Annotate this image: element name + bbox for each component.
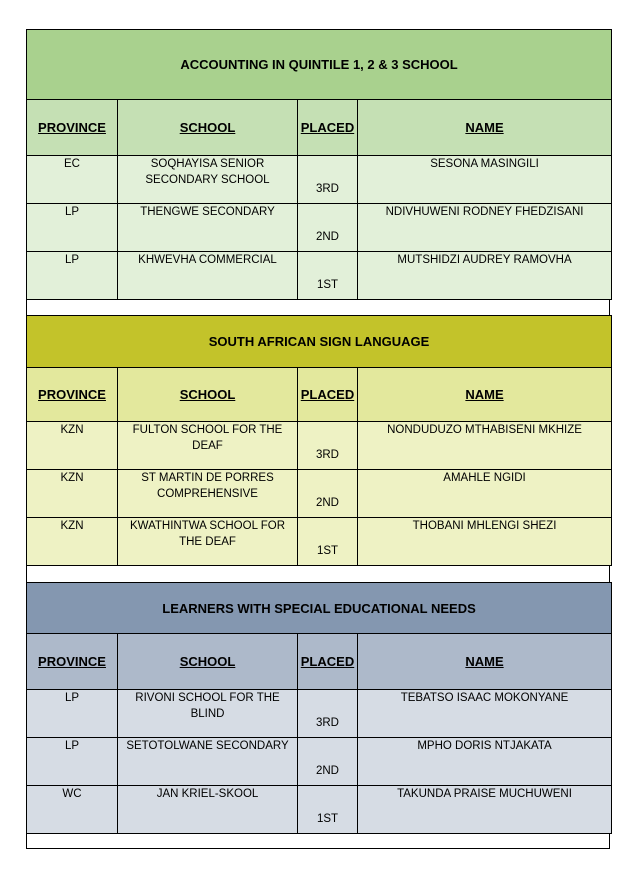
header-school: SCHOOL [118,634,298,690]
section-accounting [26,29,612,300]
table-header-row [27,368,612,422]
cell-name: TAKUNDA PRAISE MUCHUWENI [358,786,612,834]
header-placed: PLACED [298,634,358,690]
cell-school: KHWEVHA COMMERCIAL [118,252,298,300]
cell-school: KWATHINTWA SCHOOL FOR THE DEAF [118,518,298,566]
table-row [27,470,612,518]
table-row [27,786,612,834]
section-special-needs [26,582,612,834]
cell-province: LP [27,738,118,786]
cell-school: THENGWE SECONDARY [118,204,298,252]
table-header-row [27,100,612,156]
cell-placed: 1ST [298,786,358,834]
cell-school: SOQHAYISA SENIOR SECONDARY SCHOOL [118,156,298,204]
header-name: NAME [358,634,612,690]
table-row [27,422,612,470]
table-row [27,252,612,300]
table-row [27,518,612,566]
cell-placed: 2ND [298,738,358,786]
cell-placed: 2ND [298,470,358,518]
cell-placed: 2ND [298,204,358,252]
cell-school: ST MARTIN DE PORRES COMPREHENSIVE [118,470,298,518]
cell-name: TEBATSO ISAAC MOKONYANE [358,690,612,738]
cell-school: JAN KRIEL-SKOOL [118,786,298,834]
table-row [27,156,612,204]
cell-province: KZN [27,470,118,518]
cell-province: LP [27,252,118,300]
cell-province: LP [27,204,118,252]
section-title: ACCOUNTING IN QUINTILE 1, 2 & 3 SCHOOL [27,30,612,100]
cell-placed: 3RD [298,690,358,738]
cell-name: MPHO DORIS NTJAKATA [358,738,612,786]
cell-school: RIVONI SCHOOL FOR THE BLIND [118,690,298,738]
header-name: NAME [358,100,612,156]
cell-placed: 1ST [298,252,358,300]
section-title: SOUTH AFRICAN SIGN LANGUAGE [27,316,612,368]
cell-placed: 3RD [298,156,358,204]
cell-province: LP [27,690,118,738]
header-province: PROVINCE [27,368,118,422]
cell-name: NDIVHUWENI RODNEY FHEDZISANI [358,204,612,252]
cell-province: KZN [27,422,118,470]
table-row [27,204,612,252]
cell-name: AMAHLE NGIDI [358,470,612,518]
header-name: NAME [358,368,612,422]
cell-province: WC [27,786,118,834]
cell-name: SESONA MASINGILI [358,156,612,204]
table-row [27,738,612,786]
cell-placed: 1ST [298,518,358,566]
cell-province: EC [27,156,118,204]
cell-school: FULTON SCHOOL FOR THE DEAF [118,422,298,470]
cell-name: NONDUDUZO MTHABISENI MKHIZE [358,422,612,470]
header-school: SCHOOL [118,100,298,156]
section-sign-language [26,315,612,566]
header-placed: PLACED [298,100,358,156]
header-school: SCHOOL [118,368,298,422]
cell-name: THOBANI MHLENGI SHEZI [358,518,612,566]
cell-name: MUTSHIDZI AUDREY RAMOVHA [358,252,612,300]
table-row [27,690,612,738]
section-title: LEARNERS WITH SPECIAL EDUCATIONAL NEEDS [27,583,612,634]
header-province: PROVINCE [27,100,118,156]
header-placed: PLACED [298,368,358,422]
header-province: PROVINCE [27,634,118,690]
cell-placed: 3RD [298,422,358,470]
table-header-row [27,634,612,690]
cell-school: SETOTOLWANE SECONDARY [118,738,298,786]
cell-province: KZN [27,518,118,566]
